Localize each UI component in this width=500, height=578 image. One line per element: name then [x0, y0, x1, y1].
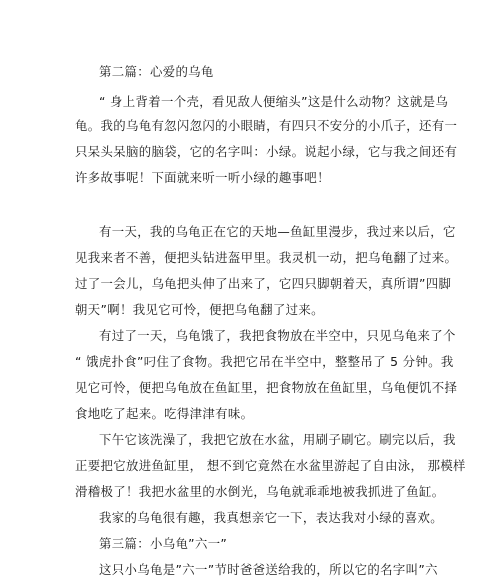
section-heading-2: 第二篇：心爱的乌龟 — [99, 64, 214, 79]
paragraph-line: 下午它该洗澡了，我把它放在水盆，用刷子刷它。刷完以后，我 — [99, 432, 456, 447]
paragraph-line: 龟。我的乌龟有忽闪忽闪的小眼睛，有四只不安分的小爪子，还有一 — [75, 118, 458, 133]
paragraph-line: 许多故事呢！下面就来听一听小绿的趣事吧！ — [75, 170, 330, 185]
paragraph-line: 有过了一天，乌龟饿了，我把食物放在半空中，只见乌龟来了个 — [99, 328, 456, 343]
paragraph-line: “ 饿虎扑食”叼住了食物。我把它吊在半空中，整整吊了 5 分钟。我 — [75, 354, 454, 369]
paragraph-line: 有一天，我的乌龟正在它的天地—鱼缸里漫步，我过来以后，它 — [99, 224, 456, 239]
paragraph-line: 见它可怜，便把乌龟放在鱼缸里，把食物放在鱼缸里，乌龟便饥不择 — [75, 380, 458, 395]
paragraph-line: 见我来者不善，便把头钻进盔甲里。我灵机一动，把乌龟翻了过来。 — [75, 250, 458, 265]
paragraph-line: 我家的乌龟很有趣，我真想亲它一下，表达我对小绿的喜欢。 — [99, 510, 443, 525]
paragraph-line: 朝天”啊！我见它可怜，便把乌龟翻了过来。 — [75, 302, 324, 317]
paragraph-line: 过了一会儿，乌龟把头伸了出来了，它四只脚朝着天，真所谓”四脚 — [75, 276, 452, 291]
paragraph-line: 食地吃了起来。吃得津津有味。 — [75, 406, 254, 421]
paragraph-line: 这只小乌龟是”六一”节时爸爸送给我的，所以它的名字叫”六 — [99, 562, 438, 577]
section-heading-3: 第三篇：小乌龟”六一” — [99, 536, 228, 551]
paragraph-line: 正要把它放进鱼缸里， 想不到它竟然在水盆里游起了自由泳， 那模样 — [75, 458, 466, 473]
paragraph-line: 滑稽极了！我把水盆里的水倒光，乌龟就乖乖地被我抓进了鱼缸。 — [75, 484, 445, 499]
paragraph-line: “ 身上背着一个壳，看见敌人便缩头”这是什么动物？这就是乌 — [99, 94, 449, 109]
paragraph-line: 只呆头呆脑的脑袋，它的名字叫：小绿。说起小绿，它与我之间还有 — [75, 144, 458, 159]
